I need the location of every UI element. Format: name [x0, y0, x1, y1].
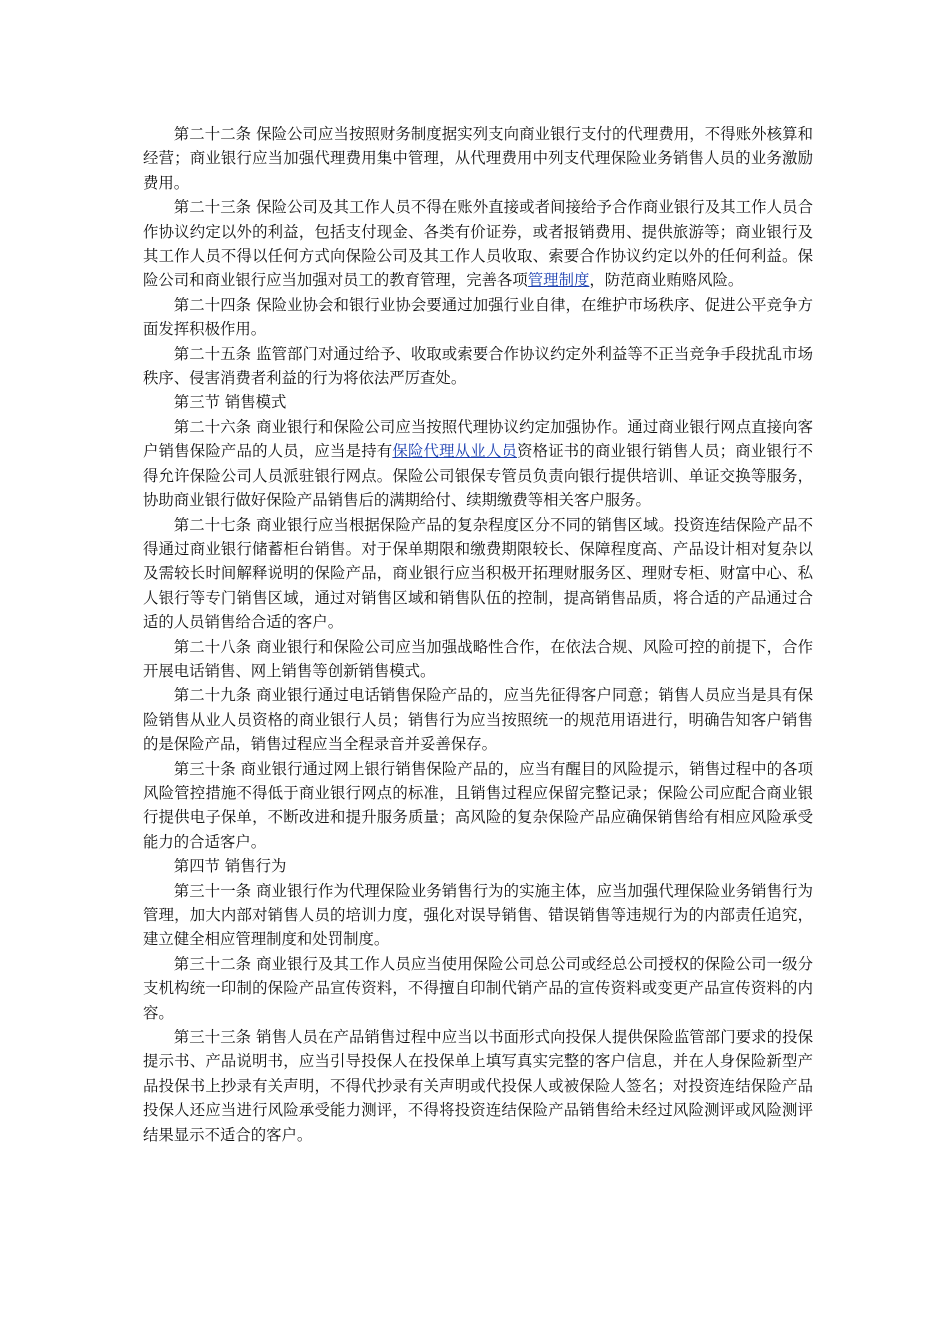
article-paragraph [143, 879, 813, 952]
paragraph-text: 第二十二条 保险公司应当按照财务制度据实列支向商业银行支付的代理费用，不得账外核算和经营；商业银行应当加强代理费用集中管理，从代理费用中列支代理保险业务销售人员的业务激励费用。 [143, 125, 813, 192]
article-paragraph [143, 635, 813, 684]
article-paragraph [143, 683, 813, 756]
article-paragraph [143, 342, 813, 391]
article-paragraph [143, 1025, 813, 1147]
paragraph-text: 第二十七条 商业银行应当根据保险产品的复杂程度区分不同的销售区域。投资连结保险产品不得通过商业银行储蓄柜台销售。对于保单期限和缴费期限较长、保障程度高、产品设计相对复杂以及需较长时间解释说明的保险产品，商业银行应当积极开拓理财服务区、理财专柜、财富中心、私人银行等专门销售区域，通过对销售区域和销售队伍的控制，提高销售品质，将合适的产品通过合适的人员销售给合适的客户。 [143, 515, 813, 632]
inline-link[interactable]: 管理制度 [527, 271, 590, 290]
paragraph-text: 第二十三条 保险公司及其工作人员不得在账外直接或者间接给予合作商业银行及其工作人员合作协议约定以外的利益，包括支付现金、各类有价证券，或者报销费用、提供旅游等；商业银行及其工作人员不得以任何方式向保险公司及其工作人员收取、索要合作协议约定以外的任何利益。保险公司和商业银行应当加强对员工的教育管理，完善各项 [143, 198, 813, 290]
document-body [143, 122, 813, 1147]
paragraph-text: 资格证书的商业银行销售人员；商业银行不得允许保险公司人员派驻银行网点。保险公司银保专管员负责向银行提供培训、单证交换等服务，协助商业银行做好保险产品销售后的满期给付、续期缴费等相关客户服务。 [143, 442, 813, 510]
paragraph-text: 第三节 销售模式 [173, 393, 287, 412]
paragraph-text: 第二十八条 商业银行和保险公司应当加强战略性合作，在依法合规、风险可控的前提下，合作开展电话销售、网上销售等创新销售模式。 [143, 637, 813, 680]
inline-link[interactable]: 保险代理从业人员 [392, 442, 518, 461]
article-paragraph [143, 195, 813, 293]
section-heading [143, 854, 813, 878]
paragraph-text: 第二十九条 商业银行通过电话销售保险产品的，应当先征得客户同意；销售人员应当是具有保险销售从业人员资格的商业银行人员；销售行为应当按照统一的规范用语进行，明确告知客户销售的是保险产品，销售过程应当全程录音并妥善保存。 [143, 686, 813, 754]
paragraph-text: 第三十条 商业银行通过网上银行销售保险产品的，应当有醒目的风险提示，销售过程中的各项风险管控措施不得低于商业银行网点的标准，且销售过程应保留完整记录；保险公司应配合商业银行提供电子保单，不断改进和提升服务质量；高风险的复杂保险产品应确保销售给有相应风险承受能力的合适客户。 [143, 759, 813, 851]
article-paragraph [143, 757, 813, 855]
paragraph-text: 第四节 销售行为 [173, 857, 287, 876]
paragraph-text: 第三十一条 商业银行作为代理保险业务销售行为的实施主体，应当加强代理保险业务销售行为管理，加大内部对销售人员的培训力度，强化对误导销售、错误销售等违规行为的内部责任追究，建立健全相应管理制度和处罚制度。 [143, 881, 813, 949]
paragraph-text: 第三十三条 销售人员在产品销售过程中应当以书面形式向投保人提供保险监管部门要求的投保提示书、产品说明书，应当引导投保人在投保单上填写真实完整的客户信息，并在人身保险新型产品投保书上抄录有关声明，不得代抄录有关声明或代投保人或被保险人签名；对投资连结保险产品投保人还应当进行风险承受能力测评，不得将投资连结保险产品销售给未经过风险测评或风险测评结果显示不适合的客户。 [143, 1028, 813, 1144]
article-paragraph [143, 293, 813, 342]
paragraph-text: 第二十四条 保险业协会和银行业协会要通过加强行业自律，在维护市场秩序、促进公平竞争方面发挥积极作用。 [143, 295, 813, 339]
article-paragraph [143, 952, 813, 1025]
article-paragraph [143, 415, 813, 513]
paragraph-text: 第二十五条 监管部门对通过给予、收取或索要合作协议约定外利益等不正当竞争手段扰乱市场秩序、侵害消费者利益的行为将依法严厉查处。 [143, 344, 813, 388]
paragraph-text: 第二十六条 商业银行和保险公司应当按照代理协议约定加强协作。通过商业银行网点直接向客户销售保险产品的人员，应当是持有 [143, 417, 813, 461]
paragraph-text: ，防范商业贿赂风险。 [589, 271, 744, 290]
article-paragraph [143, 122, 813, 195]
section-heading [143, 390, 813, 414]
article-paragraph [143, 513, 813, 635]
paragraph-text: 第三十二条 商业银行及其工作人员应当使用保险公司总公司或经总公司授权的保险公司一级分支机构统一印制的保险产品宣传资料，不得擅自印制代销产品的宣传资料或变更产品宣传资料的内容。 [143, 954, 813, 1022]
